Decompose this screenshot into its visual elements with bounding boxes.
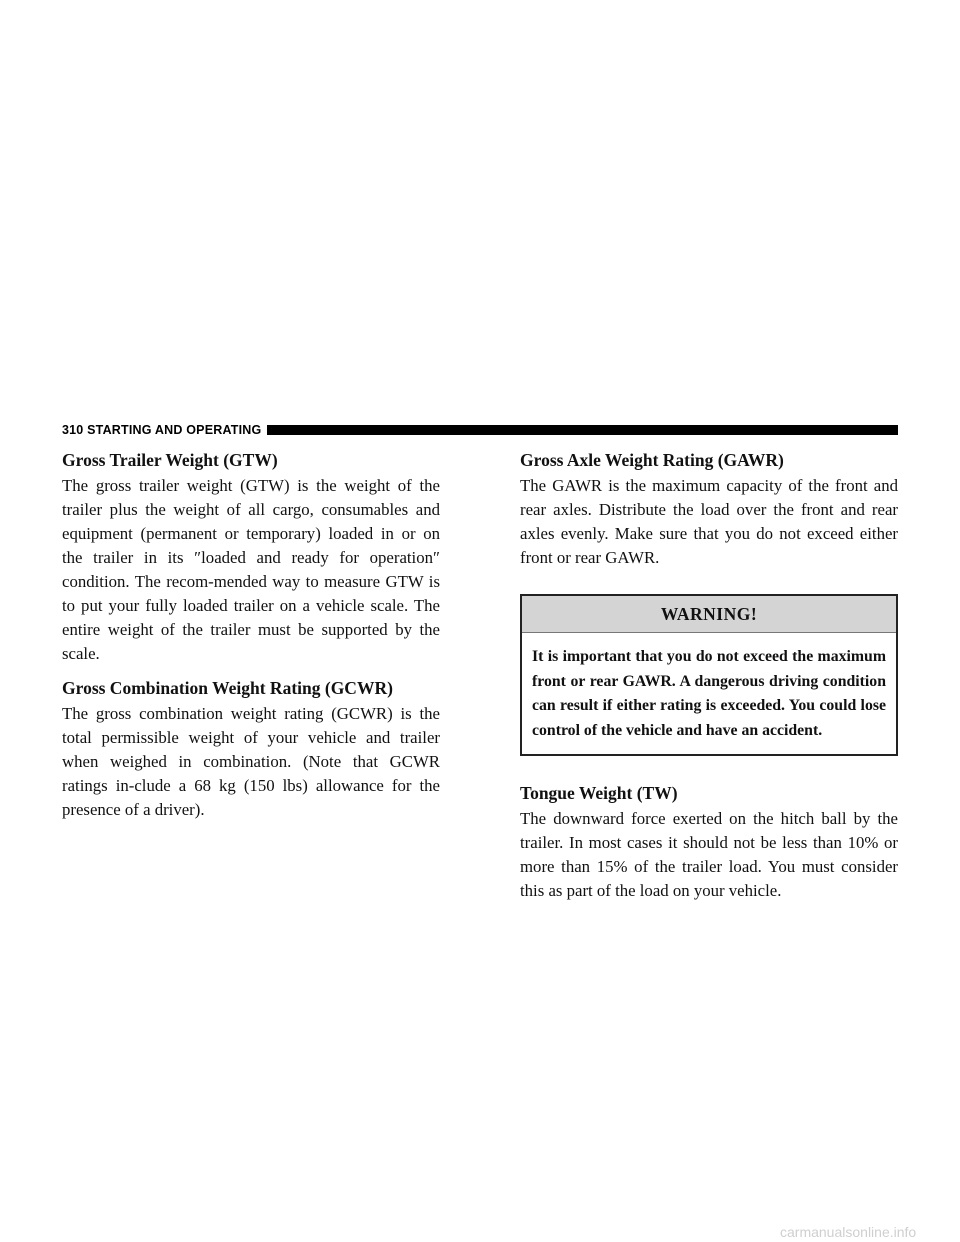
left-column xyxy=(62,449,440,822)
warning-box xyxy=(520,594,898,756)
right-column xyxy=(520,449,898,903)
tw-heading: Tongue Weight (TW) xyxy=(520,783,678,803)
tw-body: The downward force exerted on the hitch ball by the trailer. In most cases it should not be less than 10% or more than 15% of the trailer load. You must consider this as part of the load on your vehicle. xyxy=(520,809,898,900)
gtw-section xyxy=(62,449,440,666)
warning-title: WARNING! xyxy=(522,596,896,633)
gcwr-heading: Gross Combination Weight Rating (GCWR) xyxy=(62,678,393,698)
gawr-body: The GAWR is the maximum capacity of the front and rear axles. Distribute the load over the front and rear axles evenly. Make sure that you do not exceed either front or rear GAWR. xyxy=(520,476,898,567)
gawr-section xyxy=(520,449,898,570)
page-header xyxy=(62,420,898,440)
footer-watermark: carmanualsonline.info xyxy=(780,1224,917,1240)
gcwr-section xyxy=(62,677,440,822)
gawr-heading: Gross Axle Weight Rating (GAWR) xyxy=(520,450,784,470)
gtw-body: The gross trailer weight (GTW) is the weight of the trailer plus the weight of all cargo, consumables and equipment (permanent or temporary) loaded in or on the trailer in its ″loaded and ready for operation″ condition. The recom-mended way to measure GTW is to put your fully loaded trailer on a vehicle scale. The entire weight of the trailer must be supported by the scale. xyxy=(62,476,440,663)
gcwr-body: The gross combination weight rating (GCWR) is the total permissible weight of your vehicle and trailer when weighed in combination. (Note that GCWR ratings in-clude a 68 kg (150 lbs) allowance for the presence of a driver). xyxy=(62,704,440,819)
tw-section xyxy=(520,782,898,903)
page-number-section-label: 310 STARTING AND OPERATING xyxy=(62,423,262,437)
warning-body: It is important that you do not exceed the maximum front or rear GAWR. A dangerous driving condition can result if either rating is exceeded. You could lose control of the vehicle and have an accident. xyxy=(532,648,886,739)
header-rule xyxy=(267,425,898,435)
gtw-heading: Gross Trailer Weight (GTW) xyxy=(62,450,278,470)
